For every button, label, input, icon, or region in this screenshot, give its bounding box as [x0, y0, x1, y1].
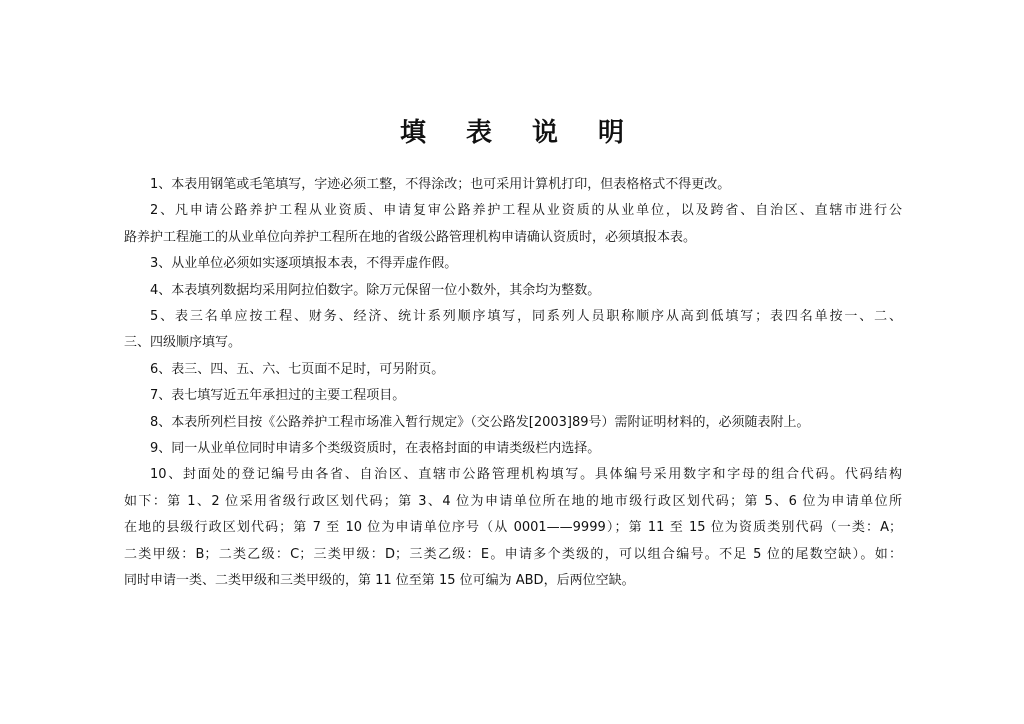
- instruction-line: 3、从业单位必须如实逐项填报本表，不得弄虚作假。: [150, 256, 458, 272]
- title-char: 表: [465, 118, 492, 148]
- instruction-line: 9、同一从业单位同时申请多个类级资质时，在表格封面的申请类级栏内选择。: [150, 441, 601, 457]
- document-title: [0, 112, 1024, 149]
- instruction-line: 6、表三、四、五、六、七页面不足时，可另附页。: [150, 361, 445, 377]
- instruction-line: 二类甲级：B；二类乙级：C；三类甲级：D；三类乙级：E。申请多个类级的，可以组合编号。不足 5 位的尾数空缺）。如：: [124, 546, 902, 562]
- instruction-item-7: [124, 383, 902, 409]
- instruction-item-10: [124, 462, 902, 594]
- instruction-line: 7、表七填写近五年承担过的主要工程项目。: [150, 388, 406, 404]
- instruction-line: 5、表三名单应按工程、财务、经济、统计系列顺序填写，同系列人员职称顺序从高到低填写；表四名单按一、二、: [150, 309, 902, 325]
- instruction-line: 三、四级顺序填写。: [124, 335, 242, 351]
- instruction-line: 2、凡申请公路养护工程从业资质、申请复审公路养护工程从业资质的从业单位，以及跨省、自治区、直辖市进行公: [150, 203, 902, 219]
- instruction-line: 8、本表所列栏目按《公路养护工程市场准入暂行规定》（交公路发[2003]89号）需附证明材料的，必须随表附上。: [150, 414, 810, 430]
- instruction-item-9: [124, 436, 902, 462]
- instruction-item-1: [124, 172, 902, 198]
- title-char: 说: [532, 118, 559, 148]
- instruction-line: 如下：第 1、2 位采用省级行政区划代码；第 3、4 位为申请单位所在地的地市级行政区划代码；第 5、6 位为申请单位所: [124, 493, 902, 509]
- instruction-line: 1、本表用钢笔或毛笔填写，字迹必须工整，不得涂改；也可采用计算机打印，但表格格式不得更改。: [150, 177, 731, 192]
- instruction-line: 同时申请一类、二类甲级和三类甲级的，第 11 位至第 15 位可编为 ABD，后两位空缺。: [124, 573, 635, 589]
- instruction-item-6: [124, 357, 902, 383]
- title-char: 明: [598, 118, 625, 148]
- instruction-line: 在地的县级行政区划代码；第 7 至 10 位为申请单位序号（从 0001——9999）；第 11 至 15 位为资质类别代码（一类：A；: [124, 520, 902, 536]
- instruction-item-5: [124, 304, 902, 357]
- instruction-item-8: [124, 410, 902, 436]
- instruction-line: 10、封面处的登记编号由各省、自治区、直辖市公路管理机构填写。具体编号采用数字和字母的组合代码。代码结构: [150, 467, 902, 483]
- title-char: 填: [399, 118, 426, 148]
- instructions-body: [124, 172, 902, 595]
- instruction-item-4: [124, 278, 902, 304]
- instruction-item-2: [124, 198, 902, 251]
- instruction-line: 4、本表填列数据均采用阿拉伯数字。除万元保留一位小数外，其余均为整数。: [150, 282, 601, 298]
- instruction-line: 路养护工程施工的从业单位向养护工程所在地的省级公路管理机构申请确认资质时，必须填报本表。: [124, 229, 697, 245]
- instruction-item-3: [124, 251, 902, 277]
